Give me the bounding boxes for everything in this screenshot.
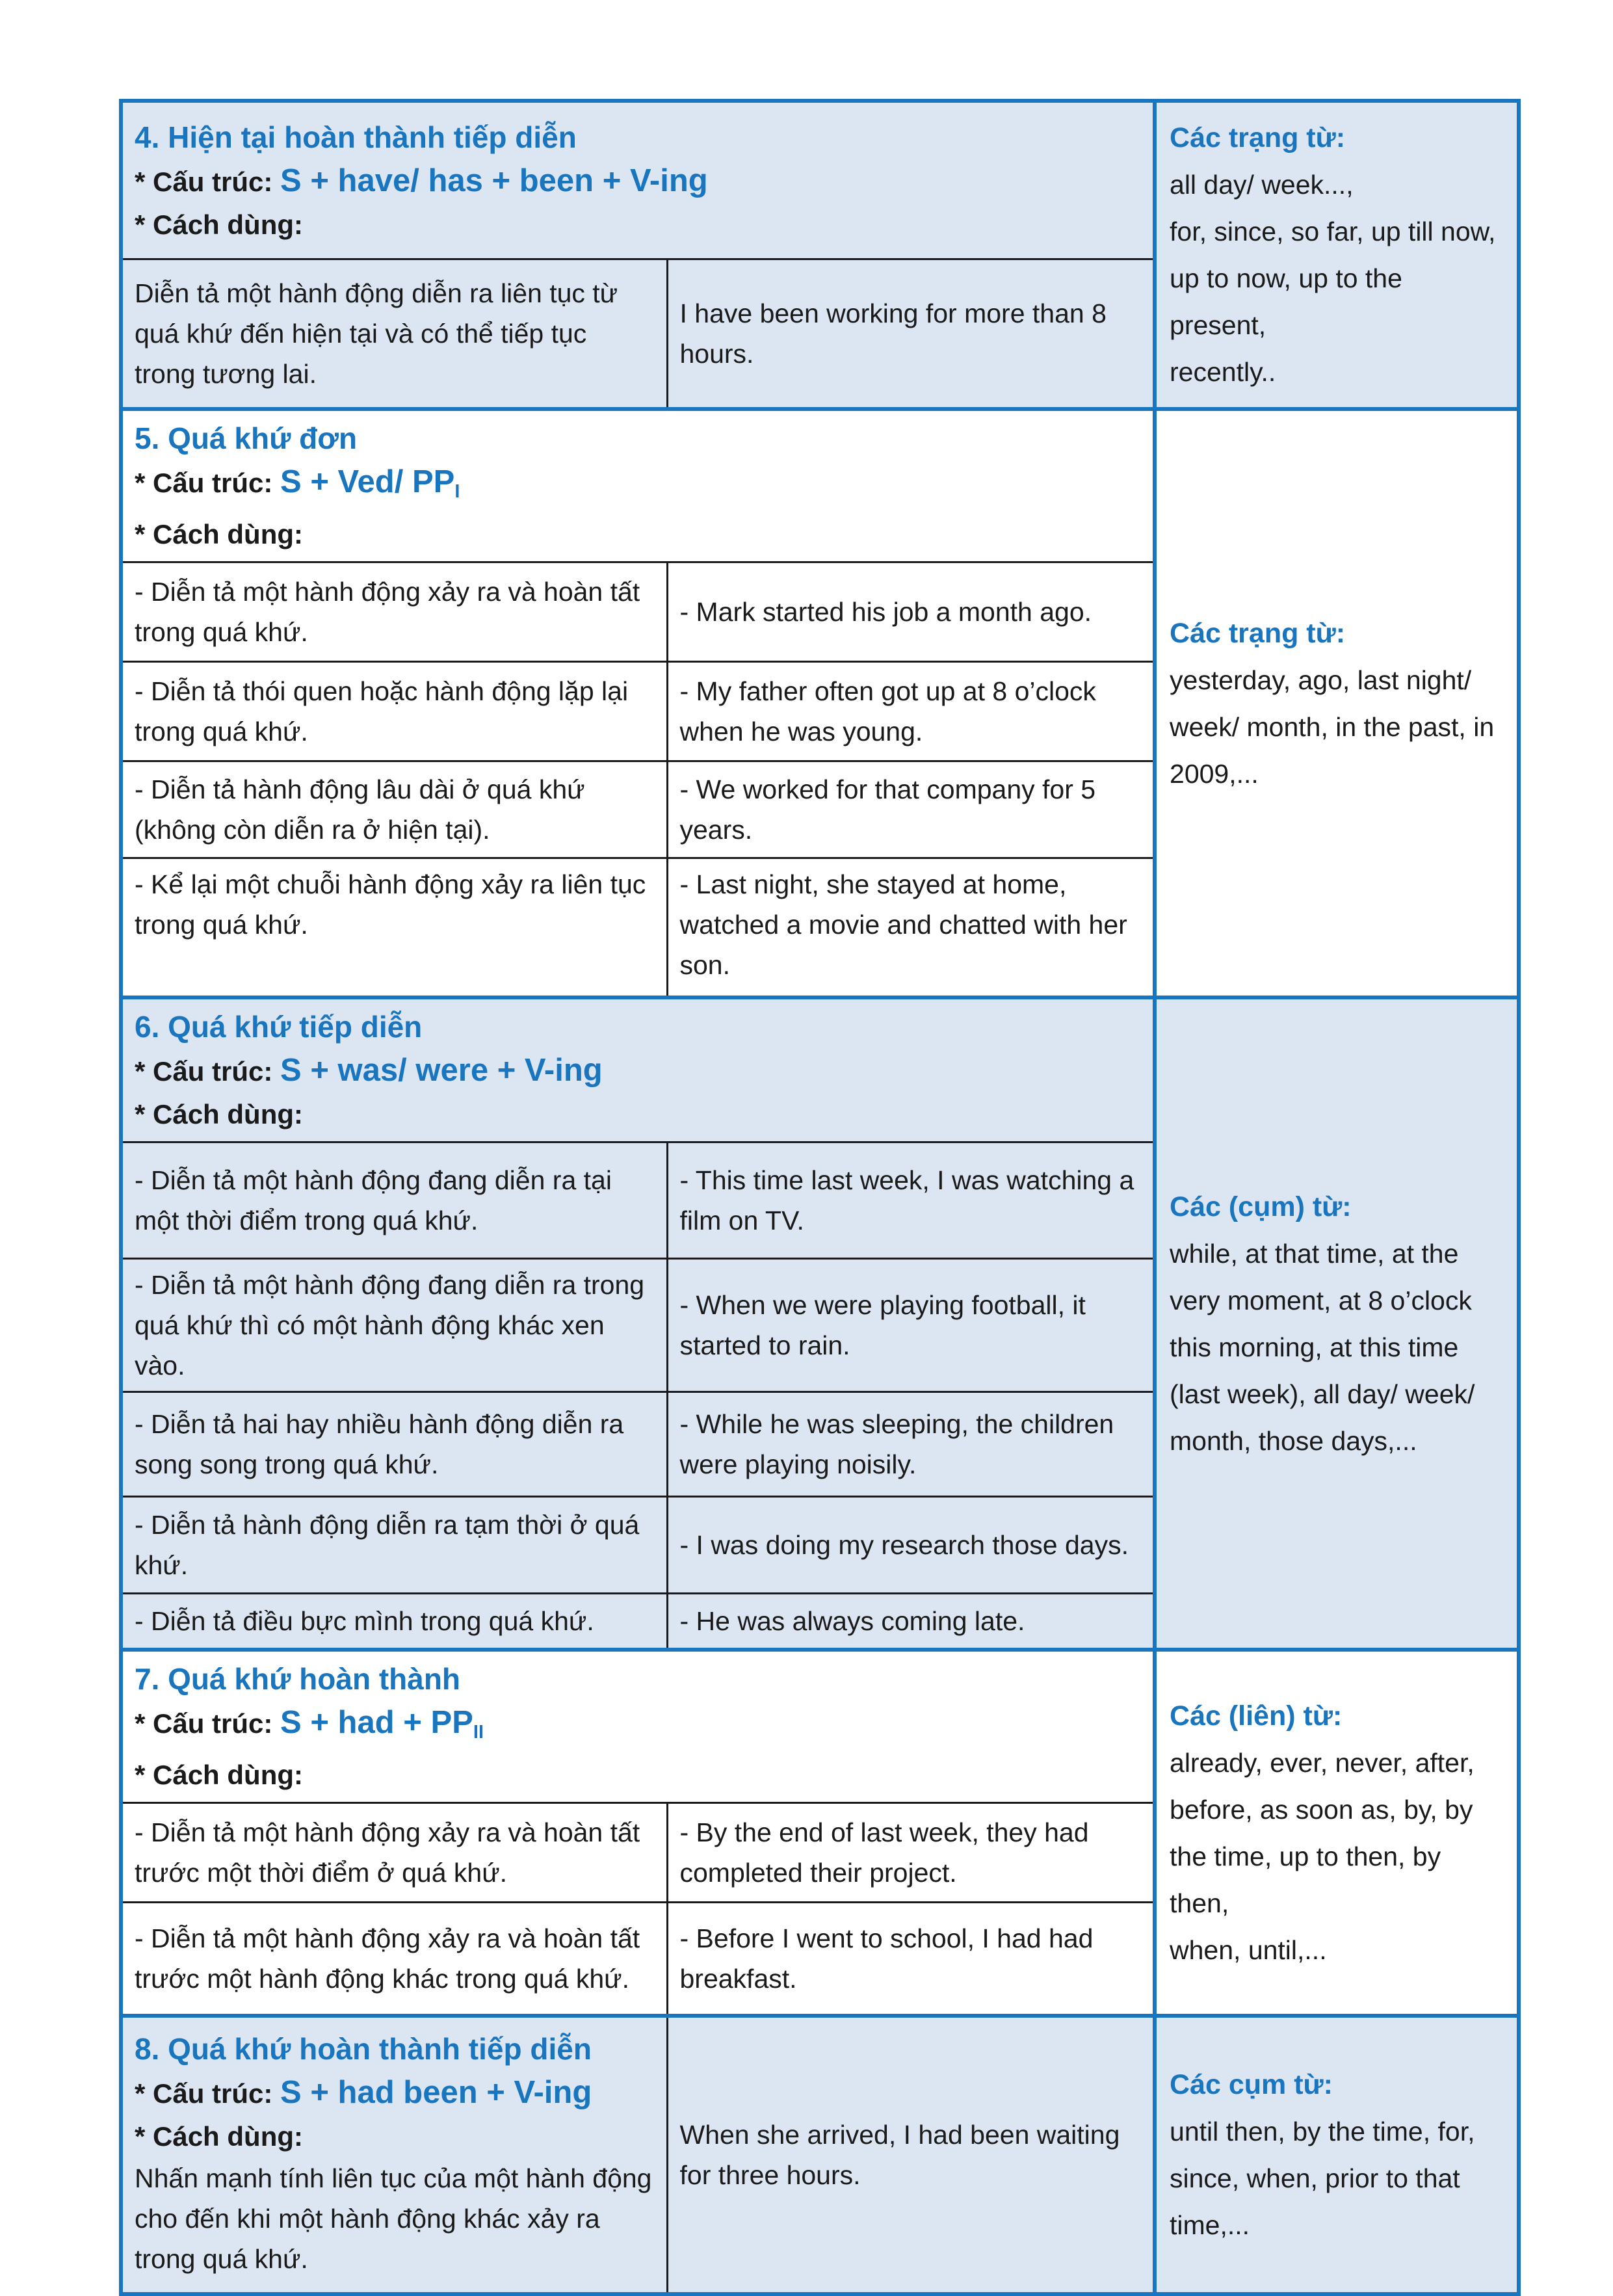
- usage-cell: - Diễn tả hành động lâu dài ở quá khứ (không còn diễn ra ở hiện tại).: [121, 761, 667, 858]
- adverbs-line: for, since, so far, up till now,: [1170, 217, 1496, 246]
- adverbs-title: Các (cụm) từ:: [1170, 1191, 1352, 1222]
- structure-label: * Cấu trúc:: [135, 1708, 273, 1739]
- structure-line: [135, 159, 1141, 204]
- structure-label: * Cấu trúc:: [135, 468, 273, 498]
- section-title: 5. Quá khứ đơn: [135, 421, 358, 455]
- usage-cell: - Diễn tả một hành động xảy ra và hoàn tất trong quá khứ.: [121, 562, 667, 662]
- adverbs-title: Các cụm từ:: [1170, 2069, 1333, 2100]
- usage-cell: - Diễn tả điều bực mình trong quá khứ.: [121, 1594, 667, 1650]
- adverbs-title: Các trạng từ:: [1170, 122, 1346, 153]
- adverbs-line: very moment, at 8 o’clock: [1170, 1285, 1472, 1315]
- adverbs-line: since, when, prior to that: [1170, 2163, 1460, 2193]
- formula: [280, 1705, 484, 1743]
- section-5-adverbs: [1155, 409, 1519, 997]
- section-7-adverbs: [1155, 1650, 1519, 2016]
- example-cell: I have been working for more than 8 hours.: [667, 259, 1155, 409]
- section-5-header-row: [121, 409, 1519, 562]
- section-6-adverbs: [1155, 997, 1519, 1650]
- structure-line: [135, 2071, 655, 2115]
- formula-subscript: II: [473, 1722, 484, 1743]
- usage-cell: Diễn tả một hành động diễn ra liên tục từ quá khứ đến hiện tại và có thể tiếp tục trong tương lai.: [121, 259, 667, 409]
- usage-label: * Cách dùng:: [135, 1760, 303, 1790]
- example-cell: - This time last week, I was watching a film on TV.: [667, 1142, 1155, 1259]
- usage-cell: - Kể lại một chuỗi hành động xảy ra liên tục trong quá khứ.: [121, 858, 667, 998]
- usage-text: Nhấn mạnh tính liên tục của một hành động cho đến khi một hành động khác xảy ra trong quá khứ.: [135, 2163, 652, 2274]
- usage-cell: - Diễn tả một hành động xảy ra và hoàn tất trước một thời điểm ở quá khứ.: [121, 1803, 667, 1903]
- adverbs-line: recently..: [1170, 357, 1276, 387]
- structure-line: [135, 460, 1141, 513]
- structure-label: * Cấu trúc:: [135, 1056, 273, 1087]
- adverbs-line: all day/ week...,: [1170, 170, 1354, 200]
- formula: S + was/ were + V-ing: [280, 1053, 603, 1088]
- example-cell: - My father often got up at 8 o’clock when he was young.: [667, 662, 1155, 761]
- adverbs-line: month, those days,...: [1170, 1425, 1417, 1456]
- adverbs-line: the time, up to then, by then,: [1170, 1841, 1441, 1918]
- formula-subscript: I: [454, 481, 460, 502]
- example-cell: - We worked for that company for 5 years.: [667, 761, 1155, 858]
- section-4-adverbs: [1155, 101, 1519, 409]
- adverbs-line: time,...: [1170, 2210, 1250, 2240]
- example-cell: - While he was sleeping, the children were playing noisily.: [667, 1392, 1155, 1497]
- formula-text: S + had + PP: [280, 1705, 473, 1740]
- formula: [280, 464, 460, 502]
- example-cell: When she arrived, I had been waiting for three hours.: [667, 2016, 1155, 2294]
- usage-cell: - Diễn tả hành động diễn ra tạm thời ở quá khứ.: [121, 1497, 667, 1594]
- usage-cell: - Diễn tả hai hay nhiều hành động diễn ra song song trong quá khứ.: [121, 1392, 667, 1497]
- usage-label: * Cách dùng:: [135, 519, 303, 549]
- adverbs-line: when, until,...: [1170, 1934, 1327, 1965]
- section-title: 4. Hiện tại hoàn thành tiếp diễn: [135, 120, 577, 154]
- section-7-header-row: [121, 1650, 1519, 1803]
- example-cell: - I was doing my research those days.: [667, 1497, 1155, 1594]
- adverbs-line: (last week), all day/ week/: [1170, 1379, 1475, 1409]
- formula: S + have/ has + been + V-ing: [280, 163, 708, 198]
- adverbs-line: up to now, up to the present,: [1170, 263, 1402, 340]
- usage-label: * Cách dùng:: [135, 1099, 303, 1129]
- adverbs-title: Các trạng từ:: [1170, 617, 1346, 649]
- example-cell: - Before I went to school, I had had breakfast.: [667, 1903, 1155, 2016]
- structure-line: [135, 1049, 1141, 1093]
- section-title: 7. Quá khứ hoàn thành: [135, 1662, 461, 1696]
- adverbs-line: before, as soon as, by, by: [1170, 1794, 1473, 1825]
- example-cell: - He was always coming late.: [667, 1594, 1155, 1650]
- adverbs-line: this morning, at this time: [1170, 1332, 1459, 1362]
- structure-label: * Cấu trúc:: [135, 166, 273, 197]
- example-cell: - Last night, she stayed at home, watched a movie and chatted with her son.: [667, 858, 1155, 998]
- adverbs-line: already, ever, never, after,: [1170, 1747, 1475, 1778]
- section-8-row: [121, 2016, 1519, 2294]
- section-title: 6. Quá khứ tiếp diễn: [135, 1010, 423, 1044]
- formula: S + had been + V-ing: [280, 2075, 592, 2110]
- section-title: 8. Quá khứ hoàn thành tiếp diễn: [135, 2032, 592, 2066]
- section-8-main: [121, 2016, 667, 2294]
- structure-line: [135, 1701, 1141, 1754]
- usage-cell: - Diễn tả một hành động đang diễn ra trong quá khứ thì có một hành động khác xen vào.: [121, 1259, 667, 1392]
- adverbs-line: until then, by the time, for,: [1170, 2117, 1475, 2146]
- usage-cell: - Diễn tả một hành động xảy ra và hoàn tất trước một hành động khác trong quá khứ.: [121, 1903, 667, 2016]
- section-4-header: [121, 101, 1155, 259]
- section-5-header: [121, 409, 1155, 562]
- section-4-header-row: [121, 101, 1519, 259]
- section-8-adverbs: [1155, 2016, 1519, 2294]
- usage-label: * Cách dùng:: [135, 2121, 303, 2152]
- example-cell: - Mark started his job a month ago.: [667, 562, 1155, 662]
- section-6-header-row: [121, 997, 1519, 1142]
- structure-label: * Cấu trúc:: [135, 2078, 273, 2109]
- section-7-header: [121, 1650, 1155, 1803]
- adverbs-line: week/ month, in the past, in: [1170, 711, 1495, 742]
- example-cell: - When we were playing football, it started to rain.: [667, 1259, 1155, 1392]
- adverbs-title: Các (liên) từ:: [1170, 1700, 1343, 1732]
- formula-text: S + Ved/ PP: [280, 464, 455, 499]
- usage-cell: - Diễn tả một hành động đang diễn ra tại một thời điểm trong quá khứ.: [121, 1142, 667, 1259]
- usage-cell: - Diễn tả thói quen hoặc hành động lặp lại trong quá khứ.: [121, 662, 667, 761]
- adverbs-line: while, at that time, at the: [1170, 1238, 1459, 1269]
- adverbs-line: 2009,...: [1170, 758, 1259, 789]
- grammar-table: [119, 99, 1521, 2296]
- example-cell: - By the end of last week, they had completed their project.: [667, 1803, 1155, 1903]
- usage-label: * Cách dùng:: [135, 209, 303, 240]
- adverbs-line: yesterday, ago, last night/: [1170, 665, 1472, 695]
- section-6-header: [121, 997, 1155, 1142]
